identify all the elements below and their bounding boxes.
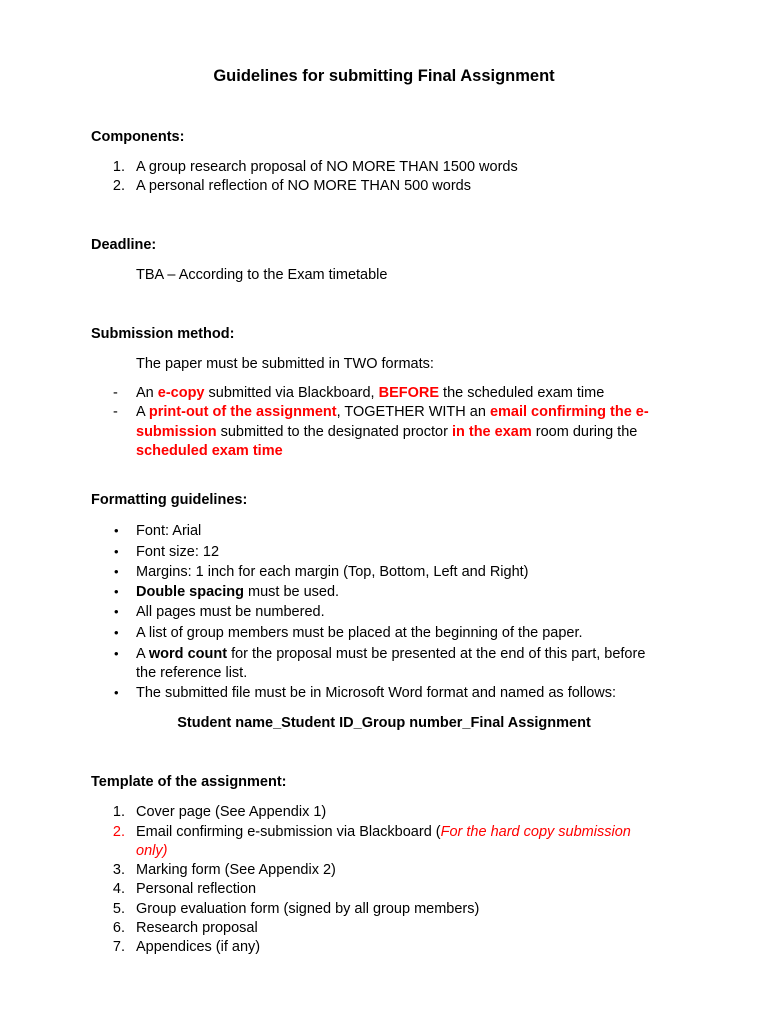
formatting-members: A list of group members must be placed at the beginning of the paper. <box>136 625 583 641</box>
text-run: Email confirming e-submission via Blackboard ( <box>136 824 441 840</box>
word-count-emphasis: word count <box>148 646 228 662</box>
deadline-text: TBA – According to the Exam timetable <box>136 267 388 283</box>
bullet-marker: • <box>114 544 119 559</box>
bullet-marker: • <box>114 564 119 579</box>
hard-copy-note-continued: only) <box>136 843 168 859</box>
bullet-marker: • <box>114 646 119 661</box>
exam-time-emphasis: scheduled exam time <box>136 443 283 459</box>
bullet-marker: • <box>114 584 119 599</box>
printout-emphasis: print-out of the assignment <box>148 404 337 420</box>
template-heading: Template of the assignment: <box>91 774 287 790</box>
hard-copy-note: For the hard copy submission <box>440 824 631 840</box>
list-number: 6. <box>112 920 125 936</box>
list-item-text: A group research proposal of NO MORE THAN 1500 words <box>136 159 518 175</box>
submission-intro: The paper must be submitted in TWO formats: <box>136 356 434 372</box>
text-run: must be used. <box>243 584 340 600</box>
text-run: A <box>136 646 149 662</box>
text-run: for the proposal must be presented at the end of this part, before <box>227 646 646 662</box>
deadline-heading: Deadline: <box>91 237 157 253</box>
document-title: Guidelines for submitting Final Assignment <box>213 67 555 85</box>
submission-item-printout-line3 <box>136 444 283 459</box>
dash-marker: - <box>113 385 118 401</box>
email-emphasis: email confirming the e- <box>489 404 649 420</box>
before-emphasis: BEFORE <box>378 385 440 401</box>
ecopy-emphasis: e-copy <box>157 385 205 401</box>
text-run: submitted to the designated proctor <box>216 424 452 440</box>
in-exam-emphasis: in the exam <box>451 424 532 440</box>
list-number: 2. <box>112 824 125 840</box>
file-naming-pattern: Student name_Student ID_Group number_Final Assignment <box>177 715 591 731</box>
submission-item-ecopy <box>136 386 604 401</box>
list-item-text: A personal reflection of NO MORE THAN 500 words <box>136 178 471 194</box>
list-number: 2. <box>112 178 125 194</box>
text-run: , TOGETHER WITH an <box>336 404 490 420</box>
text-run: An <box>136 385 158 401</box>
list-number: 1. <box>112 804 125 820</box>
list-item-text: Cover page (See Appendix 1) <box>136 804 327 820</box>
formatting-double-spacing <box>136 585 339 600</box>
text-run: submitted via Blackboard, <box>204 385 379 401</box>
list-item-text: Research proposal <box>136 920 258 936</box>
text-run: room during the <box>531 424 638 440</box>
bullet-marker: • <box>114 604 119 619</box>
submission-heading: Submission method: <box>91 326 235 342</box>
list-number: 5. <box>112 901 125 917</box>
formatting-file: The submitted file must be in Microsoft Word format and named as follows: <box>136 685 617 701</box>
submission-item-printout-line2 <box>136 425 637 440</box>
text-run: the scheduled exam time <box>439 385 605 401</box>
list-item-text: Personal reflection <box>136 881 257 897</box>
formatting-font: Font: Arial <box>136 523 202 539</box>
formatting-word-count-line1 <box>136 647 645 662</box>
list-item-text <box>136 825 631 840</box>
formatting-word-count-line2: the reference list. <box>136 665 248 681</box>
submission-item-printout-line1 <box>136 405 649 420</box>
list-number: 3. <box>112 862 125 878</box>
list-item-text: Group evaluation form (signed by all group members) <box>136 901 480 917</box>
formatting-margins: Margins: 1 inch for each margin (Top, Bottom, Left and Right) <box>136 564 529 580</box>
submission-emphasis: submission <box>136 424 217 440</box>
list-number: 4. <box>112 881 125 897</box>
dash-marker: - <box>113 404 118 420</box>
formatting-numbered: All pages must be numbered. <box>136 604 325 620</box>
list-item-text: Marking form (See Appendix 2) <box>136 862 336 878</box>
formatting-font-size: Font size: 12 <box>136 544 220 560</box>
text-run: A <box>136 404 149 420</box>
list-item-text: Appendices (if any) <box>136 939 261 955</box>
list-number: 1. <box>112 159 125 175</box>
formatting-heading: Formatting guidelines: <box>91 492 248 508</box>
double-spacing-emphasis: Double spacing <box>136 584 244 600</box>
bullet-marker: • <box>114 685 119 700</box>
bullet-marker: • <box>114 625 119 640</box>
bullet-marker: • <box>114 523 119 538</box>
components-heading: Components: <box>91 129 185 145</box>
list-number: 7. <box>112 939 125 955</box>
